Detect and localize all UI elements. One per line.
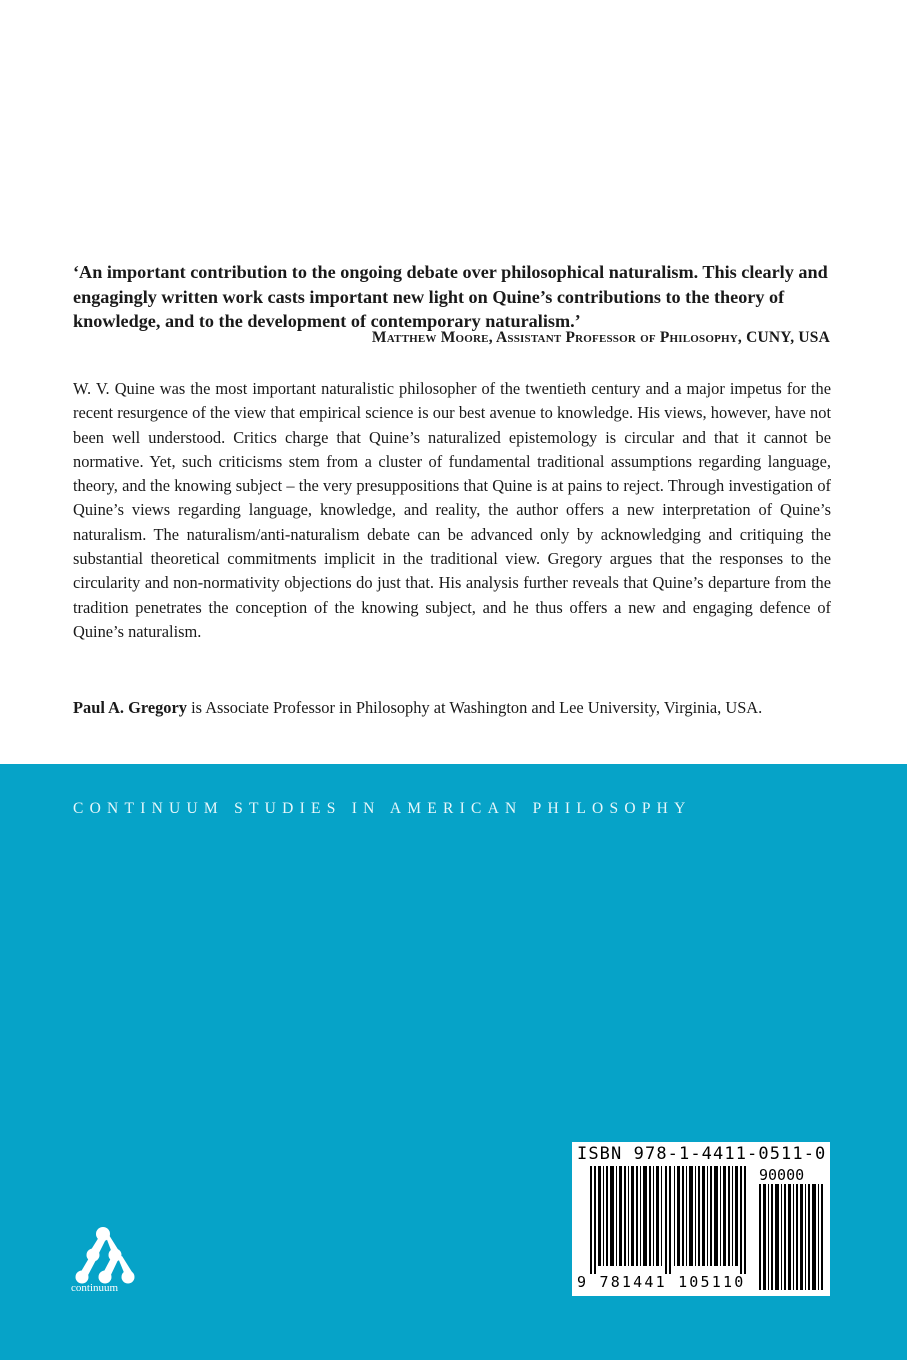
book-description: W. V. Quine was the most important naturalistic philosopher of the twentieth century and a major impetus for the recent resurgence of the view that empirical science is our best avenue to knowledge. His views, however, have not been well understood. Critics charge that Quine’s naturalized epistemology is circular and that it cannot be normative. Yet, such criticisms stem from a cluster of fundamental traditional assumptions regarding language, theory, and the knowing subject – the very presuppositions that Quine is at pains to reject. Through investigation of Quine’s views regarding language, knowledge, and reality, the author offers a new interpretation of Quine’s naturalism. The naturalism/anti-naturalism debate can be advanced only by acknowledging and critiquing the substantial theoretical commitments implicit in the traditional view. Gregory argues that the responses to the circularity and non-normativity objections do just that. His analysis further reveals that Quine’s departure from the tradition penetrates the conception of the knowing subject, and he thus offers a new and engaging defence of Quine’s naturalism.: [73, 379, 831, 641]
author-bio-text: is Associate Professor in Philosophy at Washington and Lee University, Virginia, USA.: [186, 698, 763, 717]
author-bio: [73, 698, 762, 718]
price-code: 90000: [759, 1166, 805, 1184]
price-barcode: [759, 1184, 825, 1290]
publisher-name: continuum: [71, 1282, 119, 1294]
endorsement-quote: ‘An important contribution to the ongoing debate over philosophical naturalism. This clearly and engagingly written work casts important new light on Quine’s contributions to the theory of knowledge, and to the development of contemporary naturalism.’: [73, 262, 828, 331]
ean-digits: 9 781441 105110: [577, 1273, 746, 1291]
author-name: Paul A. Gregory: [73, 698, 187, 717]
isbn-label: ISBN 978-1-4411-0511-0: [577, 1144, 827, 1164]
series-title: CONTINUUM STUDIES IN AMERICAN PHILOSOPHY: [73, 800, 692, 817]
endorsement-attribution: Matthew Moore, Assistant Professor of Philosophy, CUNY, USA: [371, 329, 830, 346]
ean-barcode: [590, 1166, 750, 1274]
